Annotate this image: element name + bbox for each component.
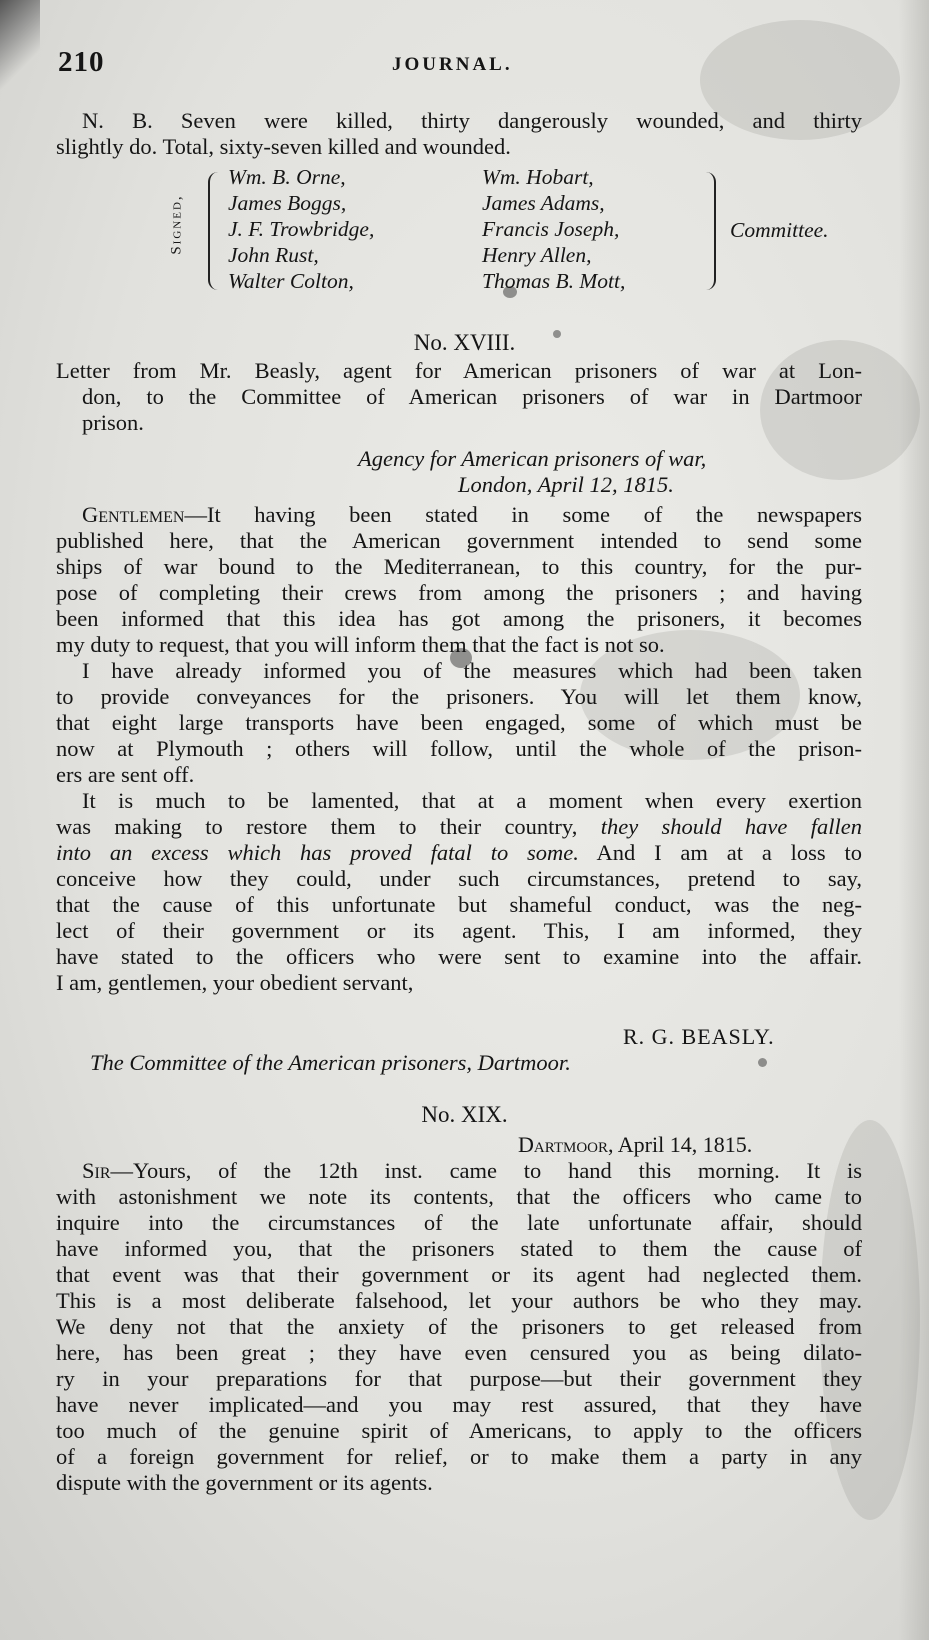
running-title: JOURNAL.: [392, 54, 513, 75]
salutation: Gentlemen: [82, 502, 185, 527]
signer-name: Walter Colton,: [228, 269, 354, 293]
page-number: 210: [58, 46, 105, 78]
text-line: too much of the genuine spirit of Americans, to apply to the officers: [56, 1418, 862, 1443]
text-line: dispute with the government or its agents.: [56, 1470, 433, 1495]
signer-name: J. F. Trowbridge,: [228, 217, 375, 241]
running-head: [0, 40, 929, 80]
letter-body: [56, 1158, 862, 1496]
ink-spot: [758, 1058, 767, 1067]
text-line: pose of completing their crews from among the prisoners ; and having: [56, 580, 862, 605]
signer-name: Thomas B. Mott,: [482, 269, 626, 293]
text-line: Sir—Yours, of the 12th inst. came to hand this morning. It is: [82, 1158, 862, 1183]
text-line: lect of their government or its agent. This, I am informed, they: [56, 918, 862, 943]
text-line: here, has been great ; they have even censured you as being dilato-: [56, 1340, 862, 1365]
text-line: now at Plymouth ; others will follow, until the whole of the prison-: [56, 736, 862, 761]
signers-column-1: [228, 164, 374, 294]
text-line: have stated to the officers who were sent to examine into the affair.: [56, 944, 862, 969]
salutation: Sir: [82, 1158, 111, 1183]
text-line: that eight large transports have been engaged, some of which must be: [56, 710, 862, 735]
text-line: of a foreign government for relief, or to make them a party in any: [56, 1444, 862, 1469]
text-line: into an excess which has proved fatal to some. And I am at a loss to: [56, 840, 862, 865]
right-brace: [700, 172, 716, 290]
signer-name: Henry Allen,: [482, 243, 592, 267]
signers-column-2: [482, 164, 625, 294]
text-line: This is a most deliberate falsehood, let your authors be who they may.: [56, 1288, 862, 1313]
text-line: Gentlemen—It having been stated in some of the newspapers: [82, 502, 862, 527]
left-brace: [208, 172, 224, 290]
text-line: have never implicated—and you may rest assured, that they have: [56, 1392, 862, 1417]
letter-description: [56, 358, 862, 436]
text-line: published here, that the American government intended to send some: [56, 528, 862, 553]
text-line: my duty to request, that you will inform them that the fact is not so.: [56, 632, 665, 657]
text-line: to provide conveyances for the prisoners. You will let them know,: [56, 684, 862, 709]
committee-label: Committee.: [730, 218, 829, 242]
text-line: ry in your preparations for that purpose—but their government they: [56, 1366, 862, 1391]
text-line: conceive how they could, under such circumstances, pretend to say,: [56, 866, 862, 891]
signed-label: Signed,: [168, 194, 185, 255]
signature: R. G. BEASLY.: [623, 1024, 775, 1049]
signer-name: James Adams,: [482, 191, 605, 215]
dateline-place: Agency for American prisoners of war,: [358, 446, 707, 471]
text-line: ers are sent off.: [56, 762, 195, 787]
signer-name: James Boggs,: [228, 191, 347, 215]
text-line: ships of war bound to the Mediterranean, to this country, for the pur-: [56, 554, 862, 579]
text-line: have informed you, that the prisoners stated to them the cause of: [56, 1236, 862, 1261]
letter-number-heading: No. XIX.: [421, 1102, 508, 1127]
text-line: We deny not that the anxiety of the prisoners to get released from: [56, 1314, 862, 1339]
text-line: that the cause of this unfortunate but shameful conduct, was the neg-: [56, 892, 862, 917]
text-line: It is much to be lamented, that at a moment when every exertion: [82, 788, 862, 813]
letter-dateline: [358, 446, 706, 498]
signer-name: Wm. B. Orne,: [228, 165, 346, 189]
letter-dateline: [518, 1132, 752, 1158]
text-line: prison.: [82, 410, 144, 435]
dateline-place: Dartmoor: [518, 1132, 608, 1157]
addressee: The Committee of the American prisoners, Dartmoor.: [90, 1050, 571, 1075]
text-line: don, to the Committee of American prisoners of war in Dartmoor: [82, 384, 862, 409]
text-line: that event was that their government or its agent had neglected them.: [56, 1262, 862, 1287]
text-line: inquire into the circumstances of the late unfortunate affair, should: [56, 1210, 862, 1235]
dateline-date: London, April 12, 1815.: [458, 472, 674, 497]
signer-name: Francis Joseph,: [482, 217, 620, 241]
text-line: with astonishment we note its contents, that the officers who came to: [56, 1184, 862, 1209]
signer-name: John Rust,: [228, 243, 319, 267]
text-line: Letter from Mr. Beasly, agent for American prisoners of war at Lon-: [56, 358, 862, 383]
nb-note: [56, 108, 862, 160]
signers-block: [170, 164, 870, 304]
signer-name: Wm. Hobart,: [482, 165, 594, 189]
letter-body: [56, 502, 862, 996]
dateline-date: , April 14, 1815.: [608, 1132, 753, 1157]
text-line: was making to restore them to their country, they should have fallen: [56, 814, 862, 839]
text-line: slightly do. Total, sixty-seven killed and wounded.: [56, 134, 511, 159]
text-line: been informed that this idea has got among the prisoners, it becomes: [56, 606, 862, 631]
text-line: I have already informed you of the measures which had been taken: [82, 658, 862, 683]
letter-number-heading: No. XVIII.: [413, 330, 516, 355]
text-line: N. B. Seven were killed, thirty dangerously wounded, and thirty: [82, 108, 862, 133]
closing-line: I am, gentlemen, your obedient servant,: [56, 970, 414, 995]
